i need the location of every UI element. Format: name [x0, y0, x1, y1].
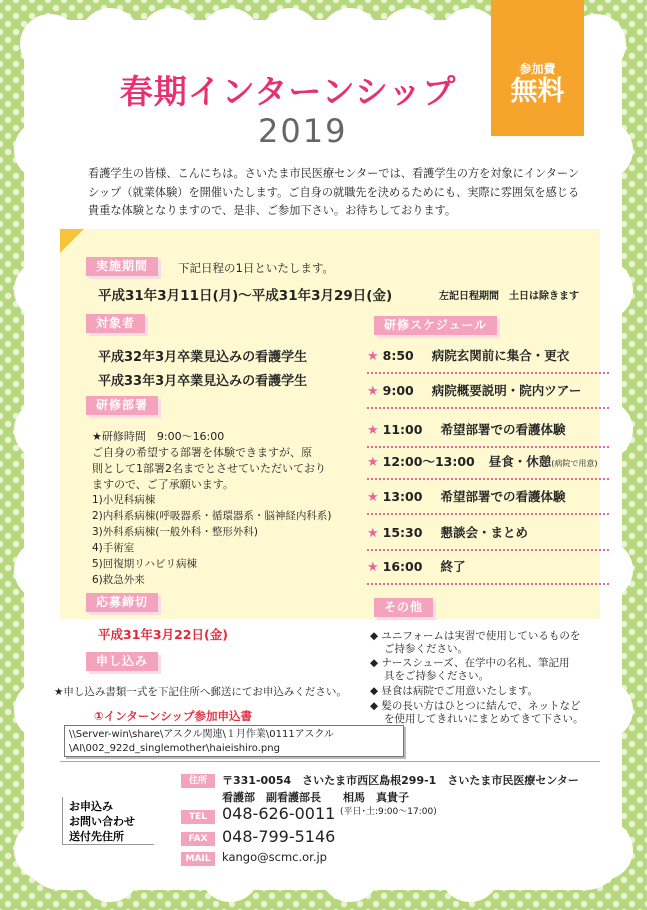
- note-item: [370, 685, 600, 698]
- contact-box-line: お問い合わせ: [69, 815, 135, 828]
- schedule-text: 病院玄関前に集合・更衣: [431, 348, 570, 363]
- deadline-label: 応募締切: [86, 593, 158, 612]
- scallop: [200, 8, 260, 68]
- scallop: [320, 842, 380, 902]
- schedule-divider: [367, 446, 609, 448]
- note-line: ご持参ください。: [384, 643, 468, 655]
- scallop: [14, 120, 74, 180]
- note-line: ◆ ナースシューズ、在学中の名札、筆記用: [370, 657, 570, 669]
- contact-box: [62, 797, 154, 845]
- target-label: 対象者: [86, 314, 145, 333]
- period-label: 実施期間: [86, 257, 158, 276]
- departments-label: 研修部署: [86, 396, 158, 415]
- departments-desc-1: ご自身の希望する部署を体験できますが、原: [92, 446, 312, 459]
- training-time: ★研修時間 9:00～16:00: [92, 430, 225, 443]
- scallop: [80, 842, 140, 902]
- schedule-time: 16:00: [382, 559, 423, 574]
- schedule-item: [367, 452, 609, 480]
- schedule-divider: [367, 478, 609, 480]
- period-dates-note: 左記日程期間 土日は除きます: [439, 291, 579, 302]
- departments-desc-3: ますので、ご了承願います。: [92, 478, 234, 491]
- scallop: [80, 8, 140, 68]
- schedule-item: [367, 381, 609, 409]
- scallop: [260, 8, 320, 68]
- department-item: 4)手術室: [92, 542, 135, 554]
- schedule-item: [367, 487, 609, 515]
- department-item: 5)回復期リハビリ病棟: [92, 558, 197, 570]
- schedule-time: 8:50: [382, 348, 414, 363]
- scallop: [140, 8, 200, 68]
- fee-label: 参加費: [519, 62, 556, 76]
- tel-hours: (平日･土:9:00～17:00): [340, 807, 437, 817]
- period-dates: 平成31年3月11日(月)～平成31年3月29日(金): [98, 288, 393, 304]
- departments-desc-2: 則として1部署2名までとさせていただいており: [92, 462, 326, 475]
- scallop: [380, 8, 440, 68]
- schedule-note: (病院で用意): [551, 459, 598, 468]
- schedule-text: 希望部署での看護体験: [440, 489, 566, 504]
- schedule-text: 昼食・休憩: [488, 454, 552, 469]
- schedule-time: 13:00: [382, 489, 423, 504]
- scallop: [20, 14, 80, 74]
- target-line-2: 平成33年3月卒業見込みの看護学生: [98, 374, 308, 389]
- schedule-time: 11:00: [382, 422, 423, 437]
- schedule-divider: [367, 407, 609, 409]
- fax-number: 048-799-5146: [222, 827, 336, 846]
- schedule-text: 希望部署での看護体験: [440, 422, 566, 437]
- intro-text: 看護学生の皆様、こんにちは。さいたま市民医療センターでは、看護学生の方を対象にインターンシップ（就業体験）を開催いたします。ご自身の就職先を決めるためにも、実際に雰囲気を感じる貴重な体験となりますので、是非、ご参加下さい。お待ちしております。: [88, 167, 580, 217]
- schedule-divider: [367, 372, 609, 374]
- schedule-item: [367, 420, 609, 448]
- department-item: 2)内科系病棟(呼吸器系・循環器系・脳神経内科系): [92, 510, 332, 522]
- department-item: 6)救急外来: [92, 574, 145, 586]
- schedule-text: 病院概要説明・院内ツアー: [431, 383, 582, 398]
- contact-box-line: お申込み: [69, 800, 113, 813]
- note-item: [370, 630, 600, 656]
- mail-address[interactable]: kango@scmc.or.jp: [222, 850, 327, 864]
- schedule-divider: [367, 549, 609, 551]
- mail-label: MAIL: [181, 852, 215, 866]
- schedule-item: [367, 557, 609, 585]
- tooltip-line-2: \AI\002_922d_singlemother\haieishiro.png: [69, 743, 280, 754]
- target-line-1: 平成32年3月卒業見込みの看護学生: [98, 350, 308, 365]
- star-icon: ★: [367, 455, 379, 470]
- note-line: ◆ 髪の長い方はひとつに結んで、ネットなど: [370, 700, 581, 712]
- star-icon: ★: [367, 526, 379, 541]
- tel-label: TEL: [181, 810, 215, 824]
- schedule-text: 懇談会・まとめ: [440, 525, 528, 540]
- schedule-time: 12:00～13:00: [382, 454, 475, 469]
- star-icon: ★: [367, 349, 379, 364]
- address-label: 住所: [181, 774, 215, 788]
- page-title: 春期インターンシップ: [119, 72, 457, 111]
- address-text: 〒331-0054 さいたま市西区島根299-1 さいたま市民医療センター: [222, 774, 579, 787]
- department-item: 1)小児科病棟: [92, 494, 156, 506]
- fax-label: FAX: [181, 832, 215, 846]
- department-item: 3)外科系病棟(一般外科・整形外科): [92, 526, 258, 538]
- note-item: [370, 700, 600, 726]
- apply-label: 申し込み: [86, 652, 158, 671]
- scallop: [573, 820, 633, 880]
- note-line: ◆ 昼食は病院でご用意いたします。: [370, 685, 539, 697]
- deadline-date: 平成31年3月22日(金): [98, 627, 228, 642]
- note-item: [370, 657, 600, 683]
- star-icon: ★: [367, 560, 379, 575]
- application-form-link[interactable]: ①インターンシップ参加申込書: [94, 709, 253, 723]
- file-path-tooltip: [64, 725, 404, 757]
- note-line: ◆ ユニフォームは実習で使用しているものを: [370, 630, 581, 642]
- schedule-text: 終了: [440, 559, 466, 574]
- section-divider: [60, 761, 600, 762]
- panel-fold-corner: [60, 229, 84, 253]
- period-note: 下記日程の1日といたします。: [178, 261, 334, 275]
- schedule-divider: [367, 583, 609, 585]
- schedule-item: [367, 346, 609, 374]
- tel-number: 048-626-0011: [222, 804, 336, 823]
- scallop: [320, 8, 380, 68]
- page-year: 2019: [258, 112, 348, 150]
- schedule-item: [367, 523, 609, 551]
- schedule-time: 15:30: [382, 525, 423, 540]
- star-icon: ★: [367, 490, 379, 505]
- note-line: を使用してきれいにまとめてきて下さい。: [384, 713, 584, 725]
- schedule-divider: [367, 513, 609, 515]
- star-icon: ★: [367, 423, 379, 438]
- other-label: その他: [374, 598, 433, 617]
- note-line: 具をご持参ください。: [384, 670, 489, 682]
- scallop: [440, 842, 500, 902]
- fee-badge: [491, 0, 584, 136]
- department-contact: 看護部 副看護部長 相馬 真貴子: [222, 791, 409, 804]
- schedule-time: 9:00: [382, 383, 414, 398]
- schedule-label: 研修スケジュール: [374, 316, 497, 335]
- apply-text: ★申し込み書類一式を下記住所へ郵送にてお申込みください。: [54, 686, 347, 698]
- tooltip-line-1: \\Server-win\share\アスクル関連\１月作業\0111アスクル: [69, 729, 335, 740]
- contact-box-line: 送付先住所: [69, 830, 124, 843]
- star-icon: ★: [367, 384, 379, 399]
- fee-value: 無料: [510, 76, 565, 107]
